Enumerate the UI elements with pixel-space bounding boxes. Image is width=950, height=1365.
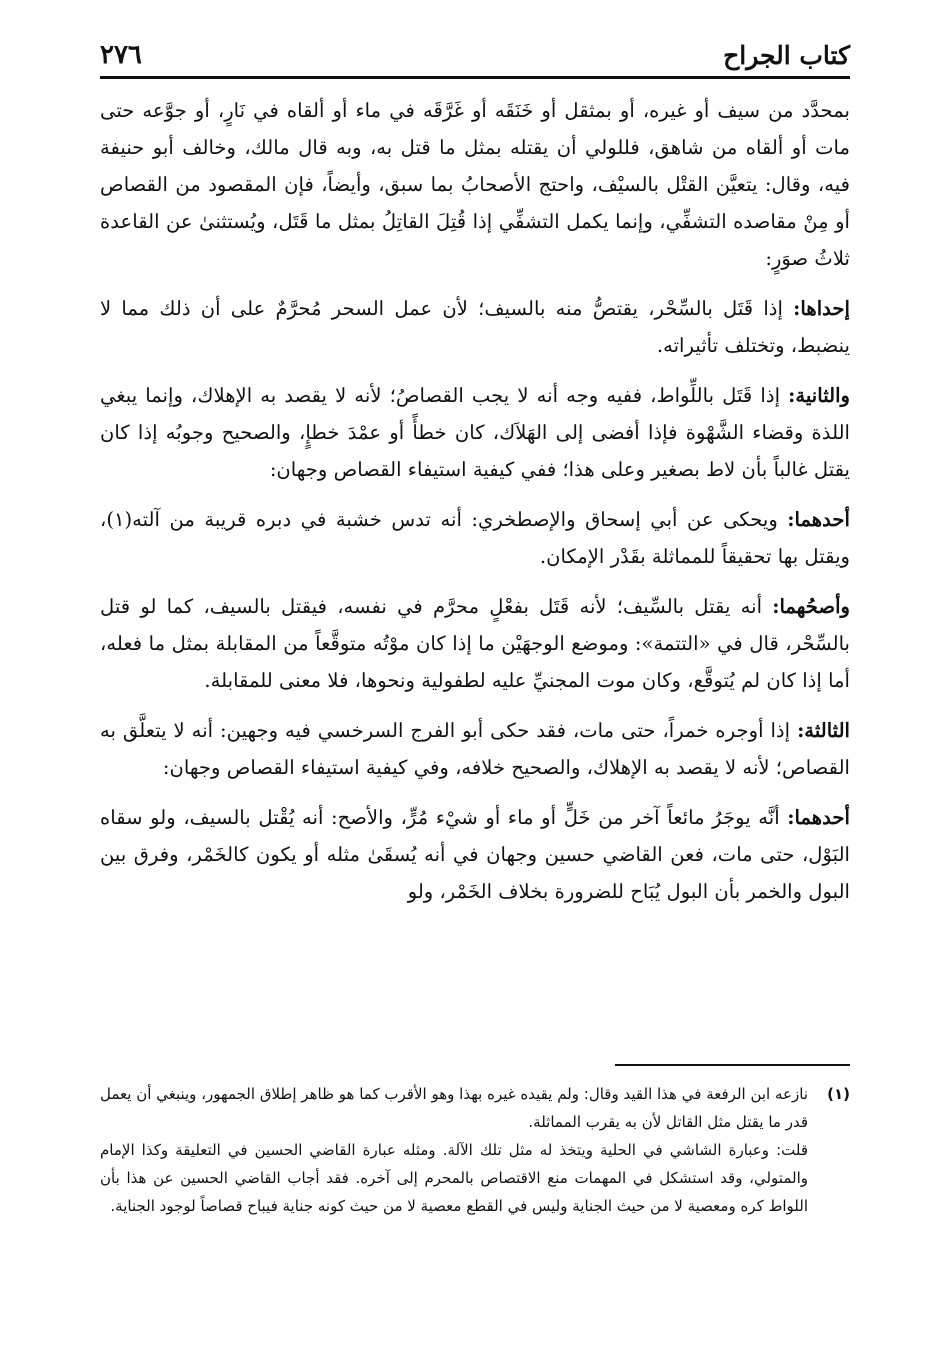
paragraph-text: إذا قَتَل باللِّواط، ففيه وجه أنه لا يجب القصاصُ؛ لأنه لا يقصد به الإهلاك، وإنما يبغي اللذة وقضاء الشَّهْوة فإذا أفضى إلى الهَلاَك، كان خطأً أو عمْدَ خطإٍ، والصحيح وجوبُه إذا كان يقتل غالباً بأن لاط بصغير وعلى هذا؛ ففي كيفية استيفاء القصاص وجهان: xyxy=(100,384,850,481)
paragraph-text: أنَّه يوجَرُ مائعاً آخر من خَلٍّ أو ماء أو شيْء مُرٍّ، والأصح: أنه يُقْتل بالسيف، ولو سقاه البَوْل، حتى مات، فعن القاضي حسين وجهان في أنه يُسقَىٰ مثله أو يكون كالخَمْر، وفرق بين البول والخمر بأن البول يُبَاح للضرورة بخلاف الخَمْر، ولو xyxy=(100,806,850,903)
main-text xyxy=(100,92,850,923)
paragraph-text: إذا أوجره خمراً، حتى مات، فقد حكى أبو الفرج السرخسي فيه وجهين: أنه لا يتعلَّق به القصاص؛ لأنه لا يقصد به الإهلاك، والصحيح خلافه، وفي كيفية استيفاء القصاص وجهان: xyxy=(100,719,850,779)
paragraph-text: أنه يقتل بالسِّيف؛ لأنه قَتَل بفعْلٍ محرَّم في نفسه، فيقتل بالسيف، كما لو قتل بالسِّحْر، قال في «التتمة»: وموضع الوجهَيْن ما إذا كان موْتُه متوقَّعاً من المقابلة بمثل ما فعله، أما إذا كان لم يُتوقَّع، وكان موت المجنيِّ عليه لطفولية ونحوها، فلا معنى للمقابلة. xyxy=(100,595,850,692)
page-number: ٢٧٦ xyxy=(100,40,142,70)
paragraph xyxy=(100,588,850,699)
paragraph-text: بمحدَّد من سيف أو غيره، أو بمثقل أو خَنَقَه أو غَرَّقَه في ماء أو ألقاه في نَارٍ، أو جوَّعه حتى مات أو ألقاه من شاهق، فللولي أن يقتله بمثل ما قتل به، وبه قال مالك، وخالف أبو حنيفة فيه، وقال: يتعيَّن القتْل بالسيْف، واحتج الأصحابُ بما سبق، وأيضاً، فإن المقصود من القصاص أو مِنْ مقاصده التشفِّي، وإنما يكمل التشفِّي إذا قُتِلَ القاتِلُ بمثل ما قَتَل، ويُستثنىٰ عن القاعدة ثلاثُ صوَرٍ: xyxy=(100,99,850,270)
paragraph-lead: الثالثة: xyxy=(797,719,850,742)
paragraph-lead: وأصحُهما: xyxy=(772,595,850,618)
paragraph xyxy=(100,712,850,786)
page-header xyxy=(100,28,850,79)
paragraph-lead: أحدهما: xyxy=(787,806,850,829)
footnote xyxy=(100,1080,850,1220)
paragraph xyxy=(100,501,850,575)
chapter-title: كتاب الجراح xyxy=(723,41,850,70)
paragraph xyxy=(100,377,850,488)
footnote-divider xyxy=(615,1064,850,1066)
footnote-line: قلت: وعبارة الشاشي في الحلية ويتخذ له مثل تلك الآلة. ومثله عبارة القاضي الحسين في التعليقة وكذا الإمام والمتولي، وقد استشكل في المهمات منع الاقتصاص بالمحرم إلى آخره. فقد أجاب القاضي الحسين عن هذا بأن اللواط كره ومعصية لا من حيث الجناية وليس في القطع معصية لا من حيث كونه جناية فيباح قصاصاً لوجود الجناية. xyxy=(100,1141,808,1215)
paragraph-lead: إحداها: xyxy=(793,297,850,320)
paragraph xyxy=(100,92,850,277)
footnote-number: (١) xyxy=(827,1085,850,1103)
paragraph-text: ويحكى عن أبي إسحاق والإصطخري: أنه تدس خشبة في دبره قريبة من آلته(١)، ويقتل بها تحقيقاً للمماثلة بقَدْر الإمكان. xyxy=(100,508,850,568)
paragraph-lead: والثانية: xyxy=(788,384,850,407)
footnote-body xyxy=(100,1080,808,1220)
paragraph xyxy=(100,799,850,910)
paragraph xyxy=(100,290,850,364)
paragraph-lead: أحدهما: xyxy=(787,508,850,531)
footnote-line: نازعه ابن الرفعة في هذا القيد وقال: ولم يقيده غيره بهذا وهو الأقرب كما هو ظاهر إطلاق الجمهور، وينبغي أن يعمل قدر ما يقتل مثل القاتل لأن به يقرب المماثلة. xyxy=(100,1085,808,1131)
paragraph-text: إذا قَتَل بالسِّحْر، يقتصُّ منه بالسيف؛ لأن عمل السحر مُحرَّمٌ على أن ذلك مما لا ينضبط، وتختلف تأثيراته. xyxy=(100,297,850,357)
